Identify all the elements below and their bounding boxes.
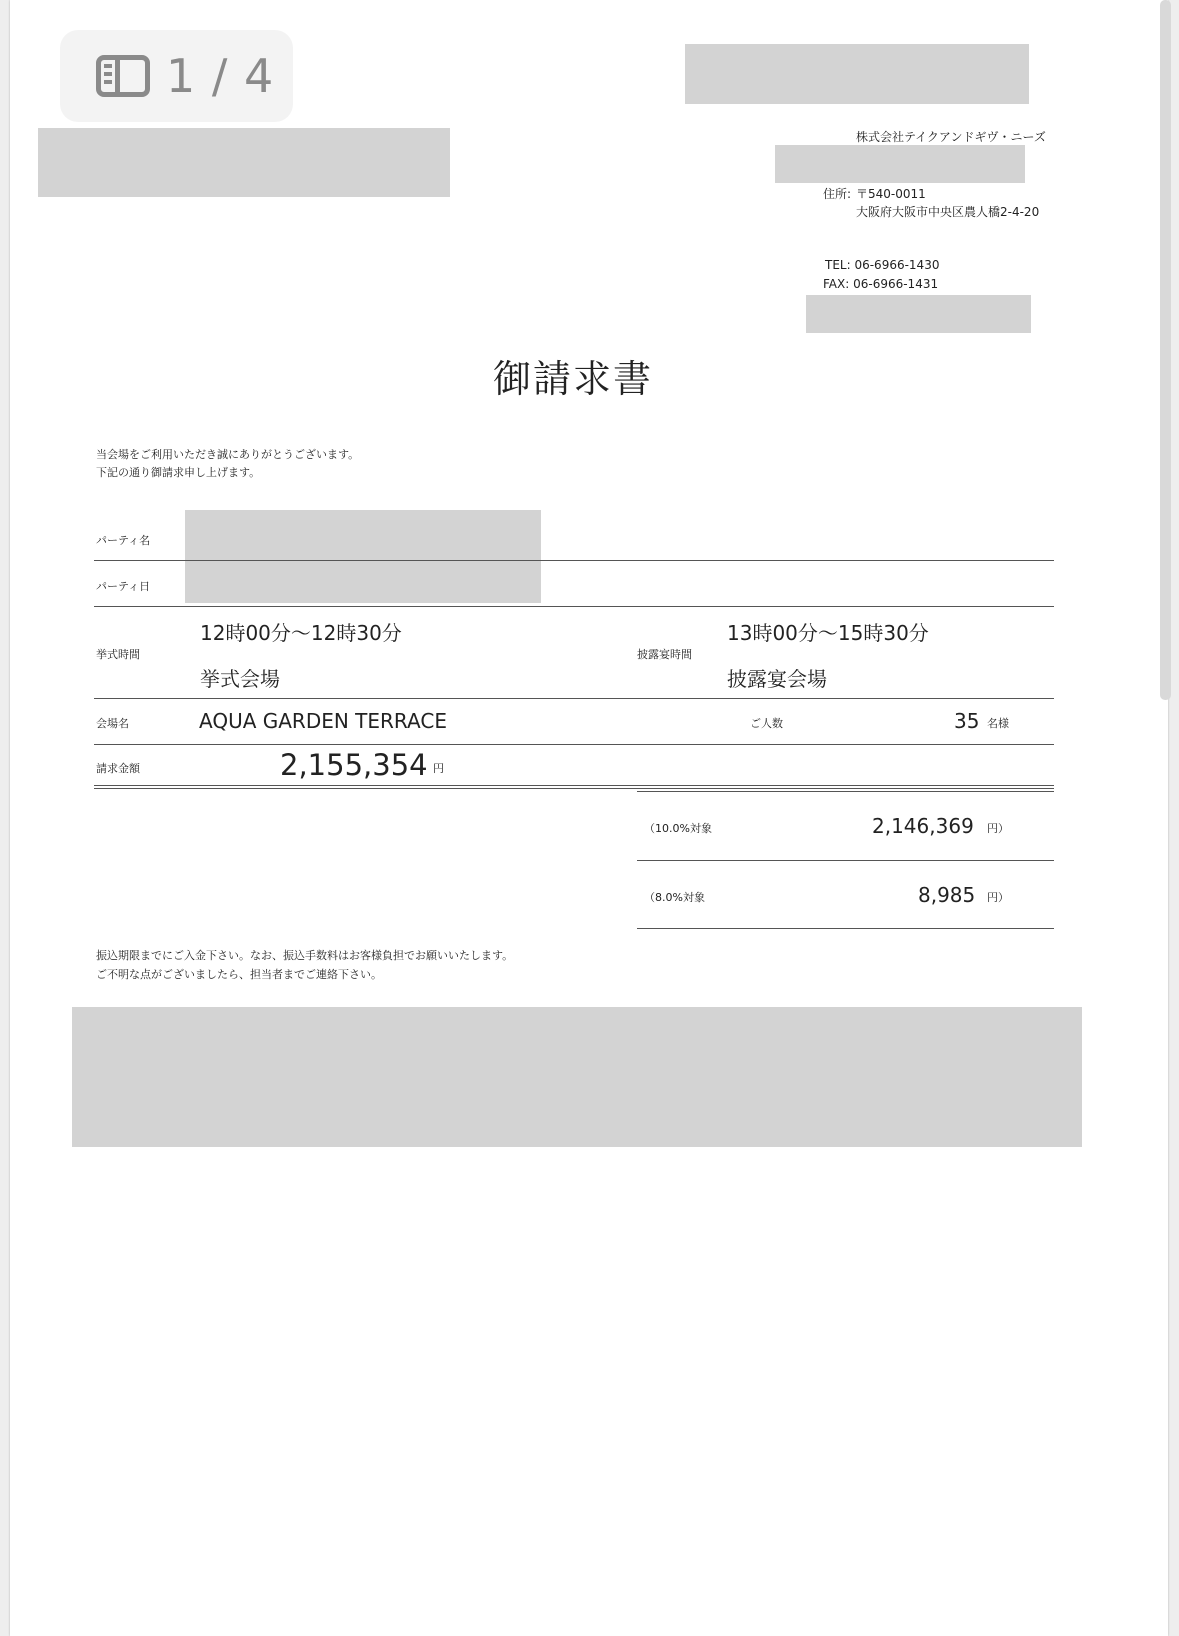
company-address: 大阪府大阪市中央区農人橋2-4-20 bbox=[856, 205, 1040, 219]
page-indicator[interactable] bbox=[60, 30, 293, 122]
company-name: 株式会社テイクアンドギヴ・ニーズ bbox=[856, 130, 1046, 144]
divider bbox=[637, 928, 1054, 929]
company-fax: FAX: 06-6966-1431 bbox=[823, 277, 939, 291]
tax-8-label: （8.0%対象 bbox=[644, 891, 705, 904]
reception-time-label: 披露宴時間 bbox=[637, 648, 692, 661]
venue-label: 会場名 bbox=[96, 717, 129, 730]
sidebar-panel-icon bbox=[96, 55, 150, 97]
tax-10-unit: 円） bbox=[987, 822, 1009, 835]
tax-8-amount: 8,985 bbox=[918, 883, 976, 907]
guests-count: 35 bbox=[954, 709, 980, 733]
divider bbox=[94, 606, 1054, 607]
reception-venue: 披露宴会場 bbox=[727, 667, 827, 691]
divider bbox=[637, 791, 1054, 792]
ceremony-time-label: 挙式時間 bbox=[96, 648, 140, 661]
party-date-label: パーティ日 bbox=[96, 580, 151, 593]
reception-time: 13時00分～15時30分 bbox=[727, 621, 929, 645]
note-line-2: ご不明な点がございましたら、担当者までご連絡下さい。 bbox=[96, 968, 382, 981]
divider bbox=[94, 785, 1054, 786]
divider bbox=[637, 860, 1054, 861]
postal-code: 〒540-0011 bbox=[856, 187, 926, 201]
greeting-line-2: 下記の通り御請求申し上げます。 bbox=[96, 466, 261, 479]
redacted-block bbox=[185, 510, 541, 603]
greeting-line-1: 当会場をご利用いただき誠にありがとうございます。 bbox=[96, 448, 360, 461]
amount-label: 請求金額 bbox=[96, 762, 140, 775]
divider bbox=[94, 560, 1054, 561]
invoice-amount: 2,155,354 bbox=[280, 748, 428, 782]
tax-10-label: （10.0%対象 bbox=[644, 822, 712, 835]
address-label: 住所: bbox=[823, 187, 852, 201]
redacted-block bbox=[72, 1007, 1082, 1147]
invoice-page bbox=[10, 0, 1168, 1636]
document-title: 御請求書 bbox=[493, 357, 654, 401]
amount-unit: 円 bbox=[433, 762, 444, 775]
note-line-1: 振込期限までにご入金下さい。なお、振込手数料はお客様負担でお願いいたします。 bbox=[96, 949, 514, 962]
divider bbox=[94, 698, 1054, 699]
company-tel: TEL: 06-6966-1430 bbox=[825, 258, 940, 272]
venue-name: AQUA GARDEN TERRACE bbox=[199, 709, 447, 733]
redacted-block bbox=[38, 128, 450, 197]
scrollbar[interactable] bbox=[1160, 0, 1171, 700]
redacted-block bbox=[806, 295, 1031, 333]
redacted-block bbox=[775, 145, 1025, 183]
divider bbox=[94, 744, 1054, 745]
guests-unit: 名様 bbox=[987, 717, 1009, 730]
guests-label: ご人数 bbox=[750, 717, 783, 730]
page-counter: 1 / 4 bbox=[166, 49, 275, 103]
ceremony-venue: 挙式会場 bbox=[200, 667, 280, 691]
redacted-block bbox=[685, 44, 1029, 104]
divider bbox=[94, 788, 1054, 789]
party-name-label: パーティ名 bbox=[96, 534, 151, 547]
tax-8-unit: 円） bbox=[987, 891, 1009, 904]
ceremony-time: 12時00分～12時30分 bbox=[200, 621, 402, 645]
tax-10-amount: 2,146,369 bbox=[872, 814, 974, 838]
